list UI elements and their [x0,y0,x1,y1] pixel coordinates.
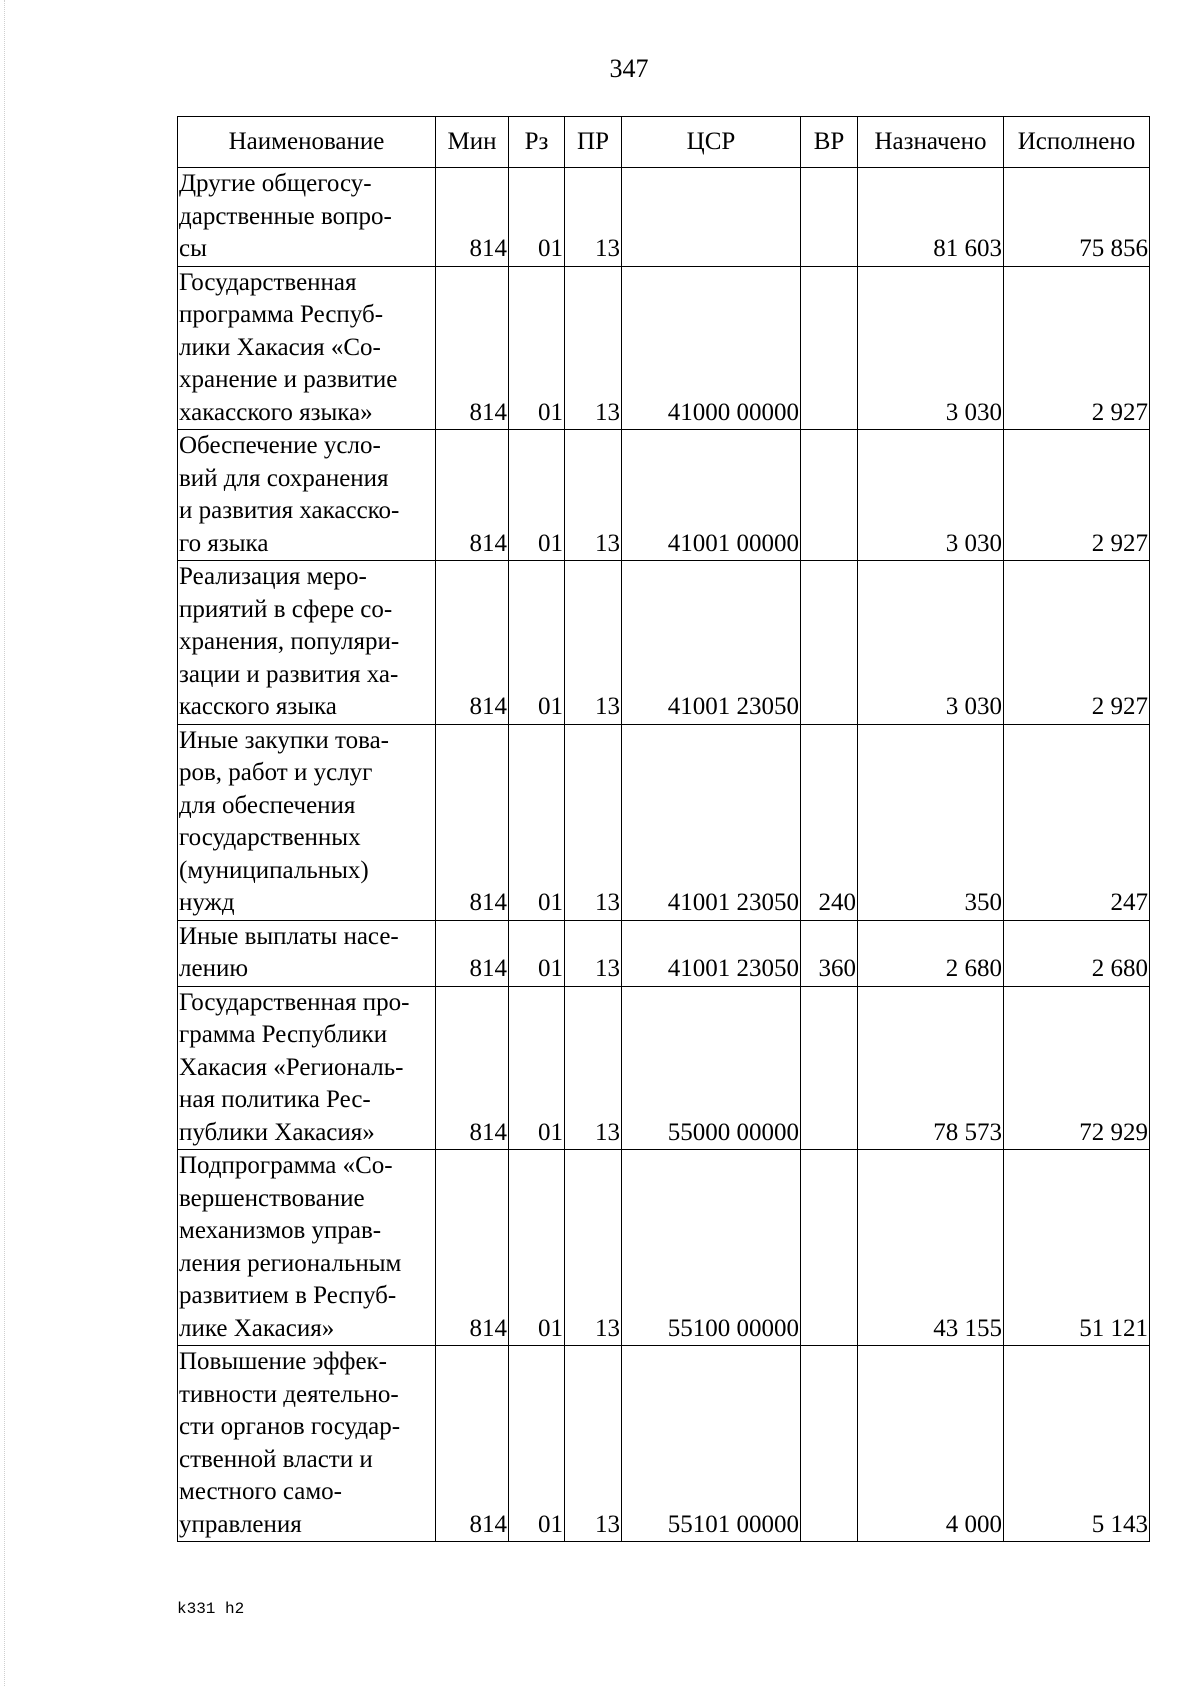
row-name-line: государственных [179,824,361,851]
row-name-line: зации и развития ха- [179,660,399,688]
table-row [178,266,1150,430]
row-name-line: Государственная [179,268,357,296]
row-vr-cell [801,986,858,1150]
row-name-line: сти органов государ- [179,1413,401,1440]
row-vr-cell: 360 [801,920,858,986]
row-assigned-cell: 3 030 [858,430,1004,561]
row-rz-cell: 01 [509,430,565,561]
table-body [178,168,1150,1542]
page-number: 347 [609,54,649,83]
row-executed-cell: 51 121 [1004,1150,1150,1346]
row-min-cell: 814 [436,1346,509,1542]
row-name-line: программа Респуб- [179,301,384,328]
row-rz-cell: 01 [509,561,565,725]
row-name-line: дарственные вопро- [179,202,392,230]
row-csr-cell: 55100 00000 [622,1150,801,1346]
row-name-line: ления региональным [179,1249,402,1277]
table-row [178,561,1150,725]
row-pr-cell: 13 [565,986,622,1150]
row-assigned-cell: 43 155 [858,1150,1004,1346]
row-name-line: Другие общегосу- [179,170,372,197]
row-name-line: сы [179,235,207,262]
row-pr-cell: 13 [565,920,622,986]
row-assigned-cell: 4 000 [858,1346,1004,1542]
row-min-cell: 814 [436,266,509,430]
row-name-line: ная политика Рес- [179,1086,371,1113]
row-vr-cell [801,168,858,267]
table-header-row [178,117,1150,168]
row-assigned-cell: 3 030 [858,561,1004,725]
row-vr-cell [801,266,858,430]
row-pr-cell: 13 [565,168,622,267]
row-min-cell: 814 [436,561,509,725]
row-executed-cell: 2 680 [1004,920,1150,986]
row-vr-cell [801,430,858,561]
row-assigned-cell: 78 573 [858,986,1004,1150]
row-assigned-cell: 350 [858,724,1004,920]
header-assigned: Назначено [858,117,1004,168]
row-executed-cell: 2 927 [1004,266,1150,430]
row-vr-cell [801,1150,858,1346]
row-name-line: вершенствование [179,1184,365,1212]
row-name-line: лению [179,955,249,982]
row-name-line: механизмов управ- [179,1217,382,1244]
row-name-line: Обеспечение усло- [179,432,381,459]
row-csr-cell: 55101 00000 [622,1346,801,1542]
row-name-line: развитием в Респуб- [179,1282,397,1309]
row-name-cell [178,266,436,430]
row-executed-cell: 5 143 [1004,1346,1150,1542]
row-name-line: хранения, популяри- [179,628,400,655]
row-vr-cell [801,561,858,725]
table-row [178,430,1150,561]
row-pr-cell: 13 [565,561,622,725]
row-vr-cell [801,1346,858,1542]
row-min-cell: 814 [436,724,509,920]
row-rz-cell: 01 [509,986,565,1150]
row-rz-cell: 01 [509,724,565,920]
row-rz-cell: 01 [509,1150,565,1346]
row-csr-cell: 41001 23050 [622,724,801,920]
row-name-line: лики Хакасия «Со- [179,333,381,361]
row-csr-cell [622,168,801,267]
row-name-line: хранение и развитие [179,366,398,393]
row-pr-cell: 13 [565,1346,622,1542]
row-name-line: касского языка [179,693,337,720]
row-executed-cell: 75 856 [1004,168,1150,267]
header-rz: Рз [509,117,565,168]
row-name-line: грамма Республики [179,1021,388,1048]
table-row [178,920,1150,986]
row-name-cell [178,1150,436,1346]
header-executed: Исполнено [1004,117,1150,168]
row-executed-cell: 72 929 [1004,986,1150,1150]
row-vr-cell: 240 [801,724,858,920]
header-min: Мин [436,117,509,168]
row-assigned-cell: 3 030 [858,266,1004,430]
row-name-line: для обеспечения [179,791,356,819]
header-name: Наименование [178,117,436,168]
table-row [178,168,1150,267]
row-name-line: хакасского языка» [179,398,373,426]
row-name-cell [178,561,436,725]
row-name-cell [178,920,436,986]
budget-table [177,116,1150,1542]
row-pr-cell: 13 [565,724,622,920]
row-executed-cell: 2 927 [1004,430,1150,561]
row-name-line: тивности деятельно- [179,1380,399,1408]
row-assigned-cell: 81 603 [858,168,1004,267]
header-pr: ПР [565,117,622,168]
scan-edge-artifact [4,0,6,1686]
row-name-line: ров, работ и услуг [179,759,373,786]
row-min-cell: 814 [436,1150,509,1346]
row-pr-cell: 13 [565,430,622,561]
row-name-cell [178,430,436,561]
row-min-cell: 814 [436,920,509,986]
row-name-line: приятий в сфере со- [179,595,393,623]
row-name-line: (муниципальных) [179,856,369,884]
row-assigned-cell: 2 680 [858,920,1004,986]
table-row [178,986,1150,1150]
row-name-line: Реализация меро- [179,563,367,590]
row-name-line: Повышение эффек- [179,1348,388,1375]
row-name-cell [178,1346,436,1542]
header-csr: ЦСР [622,117,801,168]
row-name-cell [178,168,436,267]
row-name-line: Подпрограмма «Со- [179,1152,393,1179]
row-executed-cell: 2 927 [1004,561,1150,725]
row-rz-cell: 01 [509,920,565,986]
footer-code: k331 h2 [177,1600,245,1618]
row-csr-cell: 41000 00000 [622,266,801,430]
row-name-line: ственной власти и [179,1445,373,1473]
row-name-line: и развития хакасско- [179,497,400,524]
row-csr-cell: 41001 00000 [622,430,801,561]
row-rz-cell: 01 [509,1346,565,1542]
row-executed-cell: 247 [1004,724,1150,920]
row-pr-cell: 13 [565,266,622,430]
header-vr: ВР [801,117,858,168]
table-row [178,724,1150,920]
row-name-line: Иные закупки това- [179,726,389,754]
row-name-line: Хакасия «Региональ- [179,1053,404,1081]
row-name-line: управления [179,1510,302,1538]
row-name-line: го языка [179,529,269,557]
row-name-line: Иные выплаты насе- [179,922,399,950]
table-row [178,1346,1150,1542]
row-name-line: лике Хакасия» [179,1314,335,1342]
row-name-line: публики Хакасия» [179,1118,375,1146]
row-name-cell [178,986,436,1150]
row-name-line: нужд [179,889,235,916]
row-rz-cell: 01 [509,266,565,430]
row-name-line: Государственная про- [179,988,410,1016]
row-csr-cell: 55000 00000 [622,986,801,1150]
row-min-cell: 814 [436,986,509,1150]
row-csr-cell: 41001 23050 [622,920,801,986]
row-csr-cell: 41001 23050 [622,561,801,725]
row-name-line: вий для сохранения [179,464,389,492]
row-rz-cell: 01 [509,168,565,267]
row-min-cell: 814 [436,168,509,267]
row-name-line: местного само- [179,1478,342,1505]
row-name-cell [178,724,436,920]
table-row [178,1150,1150,1346]
row-min-cell: 814 [436,430,509,561]
row-pr-cell: 13 [565,1150,622,1346]
